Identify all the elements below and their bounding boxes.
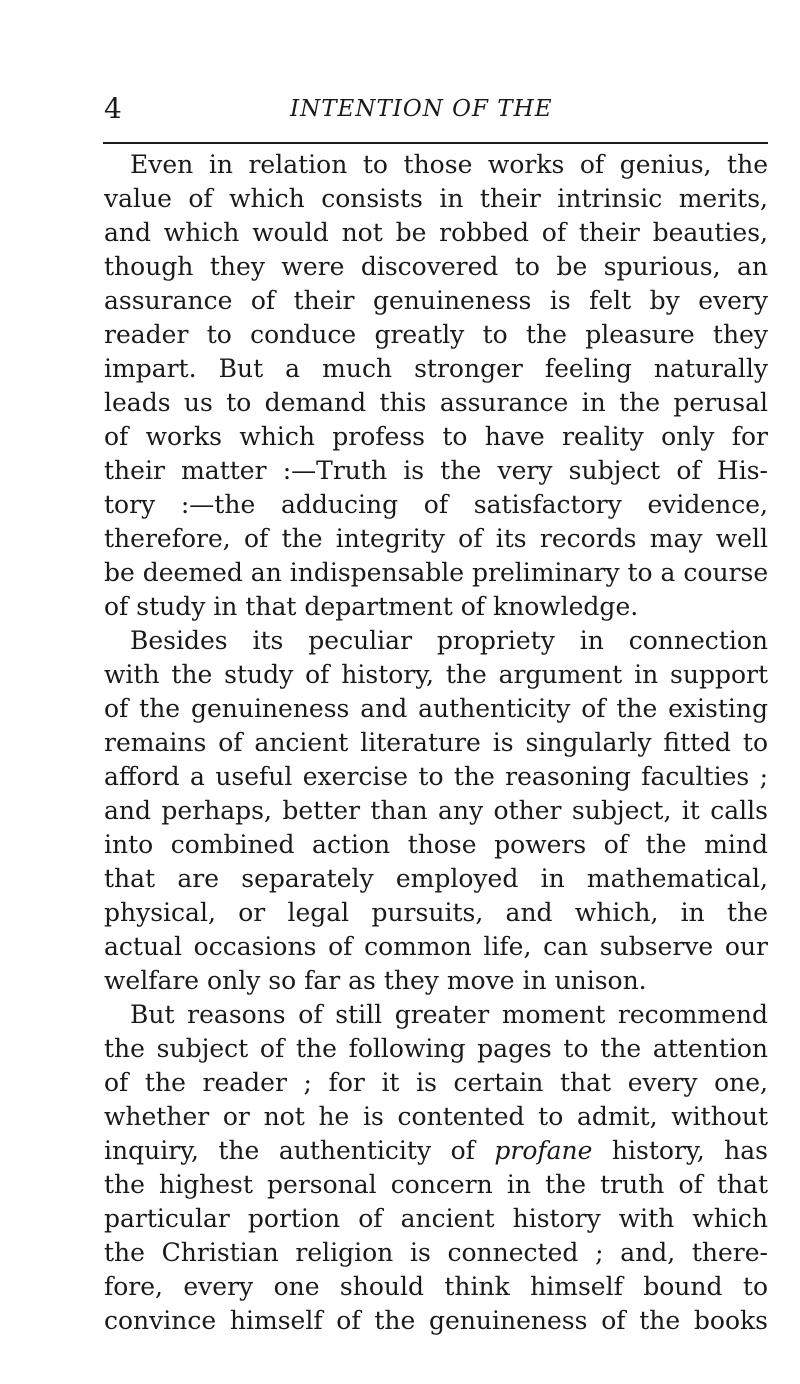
- text-line: afford a useful exercise to the reasoning faculties ;: [104, 762, 768, 791]
- running-title: INTENTION OF THE: [290, 96, 553, 122]
- text-line: that are separately employed in mathematical,: [104, 864, 768, 893]
- text-line: Besides its peculiar propriety in connection: [130, 626, 768, 655]
- text-line: particular portion of ancient history with which: [104, 1204, 768, 1233]
- text-line: and perhaps, better than any other subject, it calls: [104, 796, 768, 825]
- text-line: the subject of the following pages to the attention: [104, 1034, 768, 1063]
- text-line: Even in relation to those works of genius, the: [130, 150, 768, 179]
- text-line: of the reader ; for it is certain that every one,: [104, 1068, 768, 1097]
- text-line: value of which consists in their intrinsic merits,: [104, 184, 768, 213]
- text-line: of the genuineness and authenticity of the existing: [104, 694, 768, 723]
- text-line: whether or not he is contented to admit, without: [104, 1102, 768, 1131]
- text-line: actual occasions of common life, can subserve our: [104, 932, 768, 961]
- text-line: leads us to demand this assurance in the perusal: [104, 388, 768, 417]
- text-line: of works which profess to have reality only for: [104, 422, 768, 451]
- text-line: convince himself of the genuineness of the books: [104, 1306, 768, 1335]
- text-line: physical, or legal pursuits, and which, in the: [104, 898, 768, 927]
- text-line: though they were discovered to be spurious, an: [104, 252, 768, 281]
- text-line: therefore, of the integrity of its records may well: [104, 524, 768, 553]
- text-line: reader to conduce greatly to the pleasure they: [104, 320, 768, 349]
- header-rule: [103, 142, 768, 144]
- text-line: of study in that department of knowledge.: [104, 592, 639, 621]
- page-number: 4: [104, 92, 122, 125]
- text-line: with the study of history, the argument in support: [104, 660, 768, 689]
- text-line: tory :—the adducing of satisfactory evidence,: [104, 490, 768, 519]
- text-line: and which would not be robbed of their beauties,: [104, 218, 768, 247]
- text-line: welfare only so far as they move in unison.: [104, 966, 647, 995]
- text-line: fore, every one should think himself bound to: [104, 1272, 768, 1301]
- text-segment: history, has: [592, 1136, 768, 1165]
- body-text: [104, 148, 768, 1338]
- text-segment: inquiry, the authenticity of: [104, 1136, 495, 1165]
- italic-word: profane: [494, 1136, 593, 1165]
- text-line: their matter :—Truth is the very subject of His-: [104, 456, 768, 485]
- running-head: [104, 94, 768, 124]
- text-line: into combined action those powers of the mind: [104, 830, 768, 859]
- text-line: But reasons of still greater moment recommend: [130, 1000, 768, 1029]
- text-line: be deemed an indispensable preliminary to a course: [104, 558, 769, 587]
- text-line: [104, 1134, 768, 1168]
- text-line: the Christian religion is connected ; and, there-: [104, 1238, 768, 1267]
- text-line: assurance of their genuineness is felt by every: [104, 286, 768, 315]
- text-line: remains of ancient literature is singularly fitted to: [104, 728, 768, 757]
- text-line: the highest personal concern in the truth of that: [104, 1170, 768, 1199]
- text-line: impart. But a much stronger feeling naturally: [104, 354, 768, 383]
